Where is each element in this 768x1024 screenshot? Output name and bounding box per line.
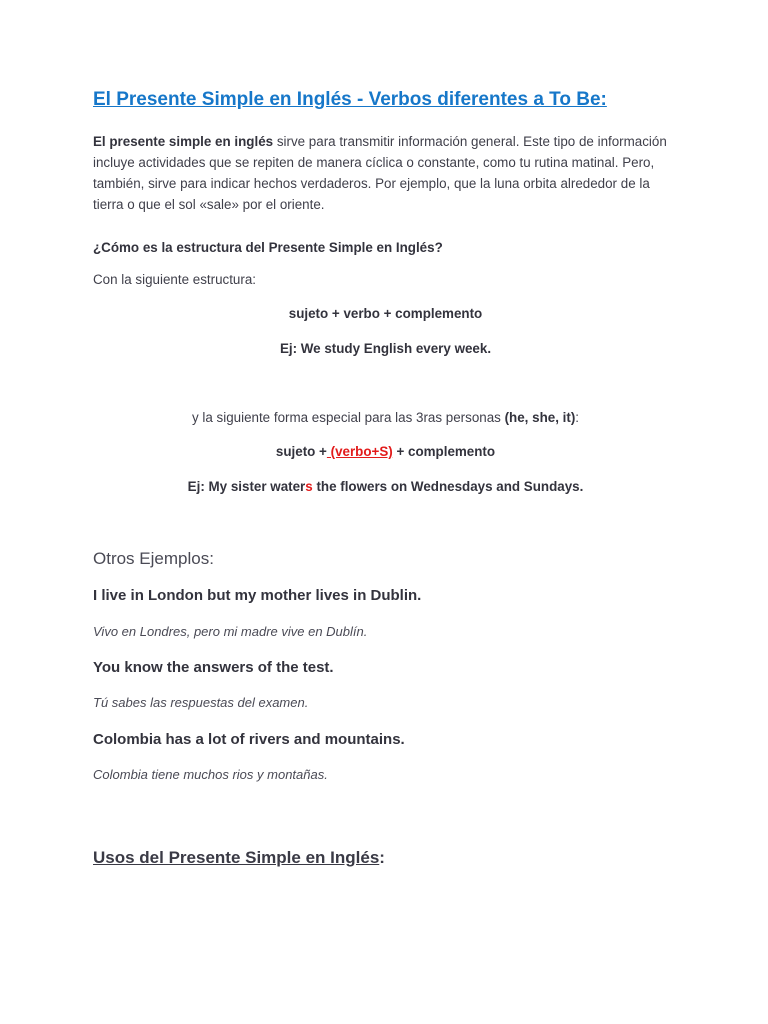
- special-form-line: [93, 410, 678, 425]
- formula-verb-s: (verbo+S): [326, 444, 393, 459]
- structure-question: ¿Cómo es la estructura del Presente Simple en Inglés?: [93, 240, 443, 255]
- special-form-text: y la siguiente forma especial para las 3ras personas: [191, 410, 505, 425]
- formula-basic: sujeto + verbo + complemento: [288, 306, 483, 321]
- usos-heading: [93, 848, 385, 868]
- page-title[interactable]: El Presente Simple en Inglés - Verbos diferentes a To Be:: [93, 89, 607, 110]
- formula-complement: + complemento: [392, 444, 496, 459]
- example-third-person: [93, 479, 678, 494]
- intro-text: sirve para transmitir información general. Este tipo de información incluye actividades que se repiten de manera cíclica o constante, como tu rutina matinal. Pero, también, sirve para indicar hechos verdaderos. Por ejemplo, que la luna orbita alrededor de la tierra o que el sol «sale» por el oriente.: [93, 134, 667, 212]
- intro-bold-term: El presente simple en inglés: [93, 134, 274, 149]
- example-sentence: I live in London but my mother lives in Dublin.: [93, 587, 422, 604]
- third-person-pronouns: (he, she, it): [504, 410, 576, 425]
- example-basic: Ej: We study English every week.: [279, 341, 492, 356]
- example-translation: Tú sabes las respuestas del examen.: [93, 695, 309, 710]
- otros-ejemplos-heading: Otros Ejemplos:: [93, 549, 214, 568]
- example-translation: Colombia tiene muchos rios y montañas.: [93, 767, 328, 782]
- example-translation: Vivo en Londres, pero mi madre vive en Dublín.: [93, 624, 368, 639]
- example-sentence: You know the answers of the test.: [93, 659, 334, 676]
- example-sentence: Colombia has a lot of rivers and mountains.: [93, 731, 405, 748]
- intro-paragraph: [93, 131, 678, 215]
- special-form-colon: :: [575, 410, 580, 425]
- usos-heading-colon: :: [379, 848, 385, 867]
- structure-intro: Con la siguiente estructura:: [93, 272, 257, 287]
- example-third-s-ending: s: [305, 479, 313, 494]
- usos-heading-text: Usos del Presente Simple en Inglés: [93, 848, 380, 867]
- formula-subject: sujeto +: [275, 444, 327, 459]
- formula-third-person: [93, 444, 678, 459]
- example-third-end: the flowers on Wednesdays and Sundays.: [312, 479, 584, 494]
- example-third-start: Ej: My sister water: [187, 479, 306, 494]
